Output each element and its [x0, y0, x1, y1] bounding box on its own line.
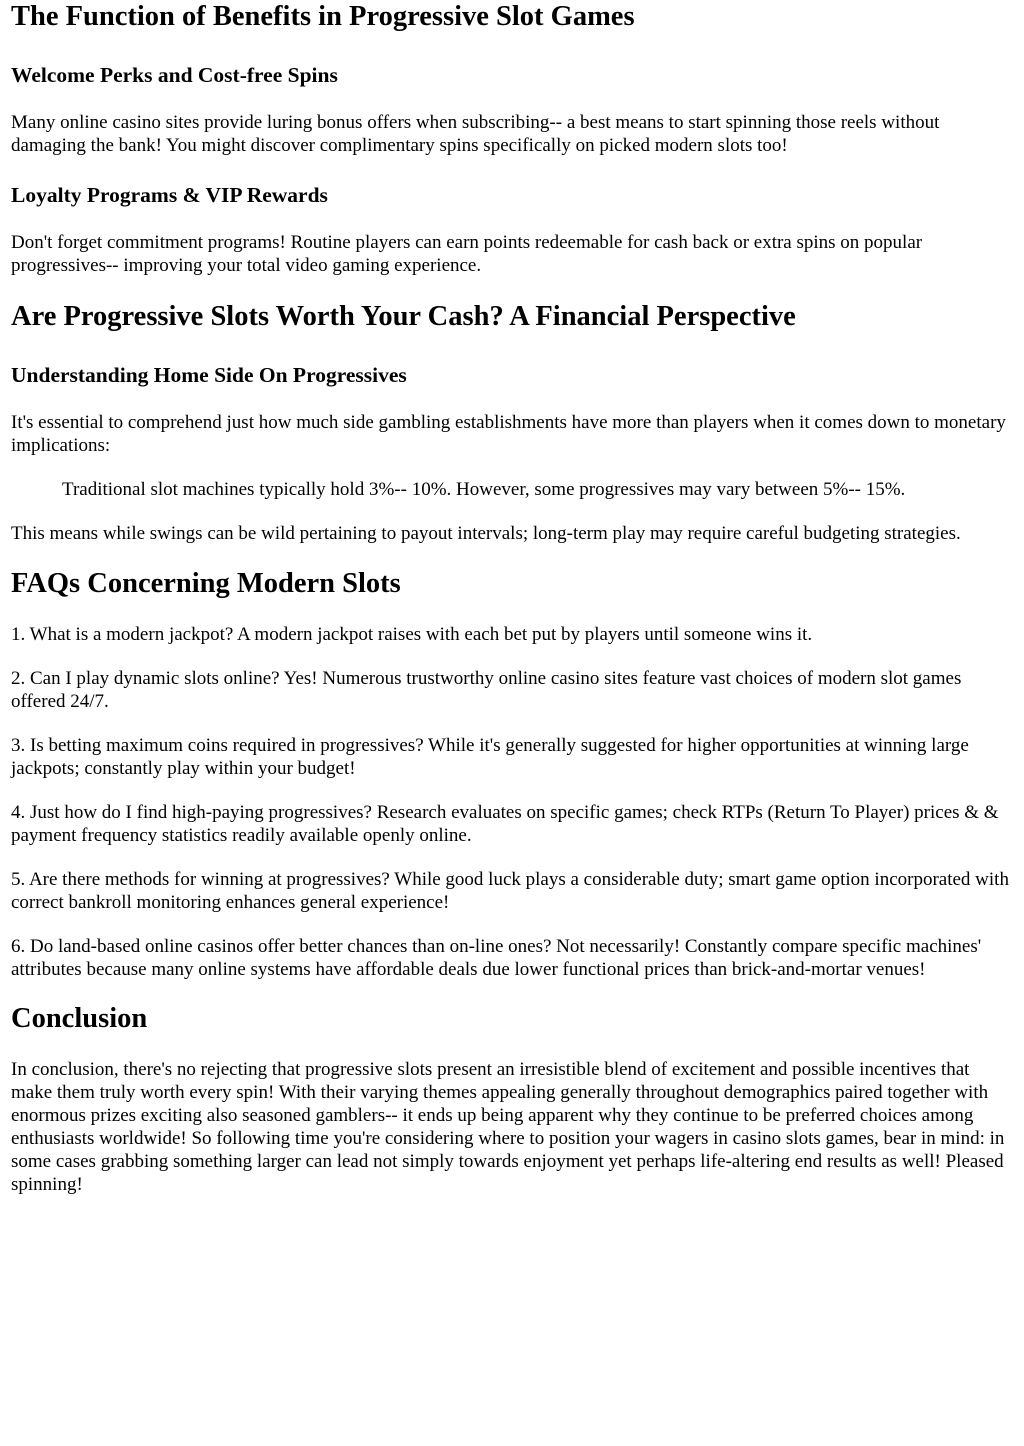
faq-item-2: 2. Can I play dynamic slots online? Yes! Numerous trustworthy online casino sites feature vast choices of modern slot games offered 24/7.	[11, 668, 962, 712]
paragraph-house-side-outro: This means while swings can be wild pertaining to payout intervals; long-term play may require careful budgeting strategies.	[11, 523, 961, 544]
faq-item-5: 5. Are there methods for winning at progressives? While good luck plays a considerable duty; smart game option incorporated with correct bankroll monitoring enhances general experience!	[11, 869, 1009, 913]
subheading-loyalty: Loyalty Programs & VIP Rewards	[11, 183, 328, 207]
faq-item-4: 4. Just how do I find high-paying progressives? Research evaluates on specific games; check RTPs (Return To Player) prices & & payment frequency statistics readily available openly online.	[11, 802, 999, 846]
heading-faqs: FAQs Concerning Modern Slots	[11, 568, 401, 599]
paragraph-loyalty: Don't forget commitment programs! Routine players can earn points redeemable for cash back or extra spins on popular progressives-- improving your total video gaming experience.	[11, 232, 923, 276]
heading-worth-your-cash: Are Progressive Slots Worth Your Cash? A Financial Perspective	[11, 301, 796, 332]
heading-conclusion: Conclusion	[11, 1003, 148, 1034]
quote-hold-percentages: Traditional slot machines typically hold 3%-- 10%. However, some progressives may vary between 5%-- 15%.	[62, 479, 906, 500]
paragraph-welcome-perks: Many online casino sites provide luring bonus offers when subscribing-- a best means to start spinning those reels without damaging the bank! You might discover complimentary spins specifically on picked modern slots too!	[11, 112, 940, 156]
paragraph-conclusion: In conclusion, there's no rejecting that progressive slots present an irresistible blend of excitement and possible incentives that make them truly worth every spin! With their varying themes appealing generally throughout demographics paired together with enormous prizes exciting also seasoned gamblers-- it ends up being apparent why they continue to be preferred choices among enthusiasts worldwide! So following time you're considering where to position your wagers in casino slots games, bear in mind: in some cases grabbing something larger can lead not simply towards enjoyment yet perhaps life-altering end results as well! Pleased spinning!	[11, 1059, 1005, 1195]
faq-item-3: 3. Is betting maximum coins required in progressives? While it's generally suggested for higher opportunities at winning large jackpots; constantly play within your budget!	[11, 735, 969, 779]
paragraph-house-side-intro: It's essential to comprehend just how much side gambling establishments have more than players when it comes down to monetary implications:	[11, 412, 1006, 456]
faq-item-6: 6. Do land-based online casinos offer better chances than on-line ones? Not necessarily! Constantly compare specific machines' attributes because many online systems have affordable deals due lower functional prices than brick-and-mortar venues!	[11, 936, 982, 980]
faq-item-1: 1. What is a modern jackpot? A modern jackpot raises with each bet put by players until someone wins it.	[11, 624, 813, 645]
heading-benefits: The Function of Benefits in Progressive Slot Games	[11, 1, 635, 32]
subheading-welcome-perks: Welcome Perks and Cost-free Spins	[11, 63, 338, 87]
subheading-house-side: Understanding Home Side On Progressives	[11, 363, 407, 387]
